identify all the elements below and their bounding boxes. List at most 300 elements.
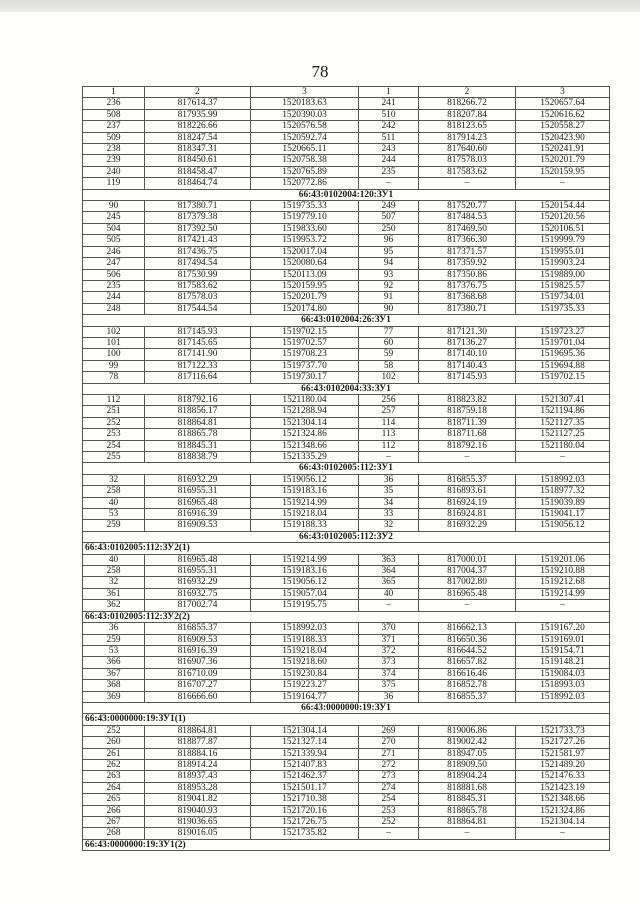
table-cell: 100 xyxy=(83,349,145,360)
table-cell: 818464.74 xyxy=(145,178,251,189)
table-cell: 1519702.57 xyxy=(251,337,359,348)
table-cell: 817145.93 xyxy=(145,326,251,337)
table-cell: 1521339.94 xyxy=(251,748,359,759)
table-cell: 817371.57 xyxy=(419,246,516,257)
table-cell: – xyxy=(419,452,516,463)
table-cell: 1521348.66 xyxy=(516,794,610,805)
table-cell: 818864.81 xyxy=(145,725,251,736)
table-cell: 510 xyxy=(359,109,419,120)
table-cell: 256 xyxy=(359,394,419,405)
table-cell: 239 xyxy=(83,155,145,166)
table-cell: 271 xyxy=(359,748,419,759)
table-cell: – xyxy=(359,452,419,463)
table-cell: 96 xyxy=(359,235,419,246)
header-cell: 1 xyxy=(83,87,145,98)
table-row xyxy=(83,497,610,508)
table-cell: 1521180.04 xyxy=(251,394,359,405)
table-cell: 1519218.04 xyxy=(251,509,359,520)
table-cell: 112 xyxy=(83,394,145,405)
table-cell: 1521307.41 xyxy=(516,394,610,405)
table-row xyxy=(83,737,610,748)
section-title: 66:43:0102005:112:ЗУ1 xyxy=(83,463,610,474)
table-cell: 1520765.89 xyxy=(251,166,359,177)
table-cell: 1520758.38 xyxy=(251,155,359,166)
table-cell: 817002.74 xyxy=(145,600,251,611)
table-cell: 817583.62 xyxy=(419,166,516,177)
table-cell: 816855.37 xyxy=(419,691,516,702)
table-row xyxy=(83,452,610,463)
table-cell: 817640.60 xyxy=(419,144,516,155)
table-cell: 365 xyxy=(359,577,419,588)
table-cell: 32 xyxy=(359,520,419,531)
table-cell: 817578.03 xyxy=(419,155,516,166)
table-cell: 261 xyxy=(83,748,145,759)
table-row xyxy=(83,212,610,223)
table-cell: 238 xyxy=(83,144,145,155)
table-cell: 255 xyxy=(83,452,145,463)
table-cell: 816932.75 xyxy=(145,588,251,599)
table-cell: 252 xyxy=(359,817,419,828)
table-cell: 817145.93 xyxy=(419,372,516,383)
table-cell: 252 xyxy=(83,725,145,736)
scan-edge xyxy=(0,0,640,12)
table-cell: 819002.42 xyxy=(419,737,516,748)
table-cell: 1519702.15 xyxy=(251,326,359,337)
table-cell: 267 xyxy=(83,817,145,828)
table-cell: 244 xyxy=(83,292,145,303)
table-row xyxy=(83,280,610,291)
table-cell: 1519730.17 xyxy=(251,372,359,383)
table-cell: 1519701.04 xyxy=(516,337,610,348)
table-cell: 816666.60 xyxy=(145,691,251,702)
table-cell: 1519212.68 xyxy=(516,577,610,588)
table-cell: 1521324.86 xyxy=(251,429,359,440)
table-cell: 817614.37 xyxy=(145,98,251,109)
table-cell: 113 xyxy=(359,429,419,440)
table-cell: 242 xyxy=(359,121,419,132)
table-cell: 36 xyxy=(83,623,145,634)
table-cell: 59 xyxy=(359,349,419,360)
table-row xyxy=(83,554,610,565)
table-cell: 1520390.03 xyxy=(251,109,359,120)
table-cell: 53 xyxy=(83,645,145,656)
table-cell: 90 xyxy=(83,201,145,212)
table-cell: 504 xyxy=(83,223,145,234)
table-cell: 1521288.94 xyxy=(251,406,359,417)
table-cell: 1521476.33 xyxy=(516,771,610,782)
table-row xyxy=(83,748,610,759)
table-cell: 1520241.91 xyxy=(516,144,610,155)
table-cell: 1519695.36 xyxy=(516,349,610,360)
table-cell: 60 xyxy=(359,337,419,348)
table-cell: 243 xyxy=(359,144,419,155)
table-cell: 817530.99 xyxy=(145,269,251,280)
table-cell: 1519188.33 xyxy=(251,634,359,645)
table-cell: 246 xyxy=(83,246,145,257)
table-row xyxy=(83,486,610,497)
table-cell: 816924.81 xyxy=(419,509,516,520)
table-cell: 816855.37 xyxy=(419,474,516,485)
section-title: 66:43:0102005:112:ЗУ2(1) xyxy=(83,543,610,554)
section-title: 66:43:0102004:26:ЗУ1 xyxy=(83,315,610,326)
coordinates-table-body xyxy=(83,87,610,851)
table-cell: 1520616.62 xyxy=(516,109,610,120)
section-title: 66:43:0102004:33:ЗУ1 xyxy=(83,383,610,394)
table-cell: 1521710.38 xyxy=(251,794,359,805)
table-row xyxy=(83,166,610,177)
table-row xyxy=(83,292,610,303)
table-row xyxy=(83,634,610,645)
table-row xyxy=(83,303,610,314)
table-cell: 119 xyxy=(83,178,145,189)
table-cell: 1519734.01 xyxy=(516,292,610,303)
table-cell: 1521407.83 xyxy=(251,759,359,770)
table-cell: 1521501.17 xyxy=(251,782,359,793)
table-cell: 1521304.14 xyxy=(516,817,610,828)
table-cell: 816965.48 xyxy=(419,588,516,599)
table-row xyxy=(83,98,610,109)
table-cell: 818865.78 xyxy=(145,429,251,440)
table-cell: 818347.31 xyxy=(145,144,251,155)
header-cell: 3 xyxy=(516,87,610,98)
table-cell: 818711.68 xyxy=(419,429,516,440)
table-cell: 272 xyxy=(359,759,419,770)
table-cell: 1521127.35 xyxy=(516,417,610,428)
table-cell: 819036.65 xyxy=(145,817,251,828)
table-cell: 817578.03 xyxy=(145,292,251,303)
table-cell: 818856.17 xyxy=(145,406,251,417)
table-cell: 819006.86 xyxy=(419,725,516,736)
table-row xyxy=(83,794,610,805)
table-cell: 1521327.14 xyxy=(251,737,359,748)
table-cell: 1521304.14 xyxy=(251,417,359,428)
table-row xyxy=(83,360,610,371)
table-row xyxy=(83,417,610,428)
header-cell: 2 xyxy=(145,87,251,98)
table-cell: 1520592.74 xyxy=(251,132,359,143)
table-cell: 1519183.16 xyxy=(251,566,359,577)
table-cell: 1521727.26 xyxy=(516,737,610,748)
table-cell: 1521462.37 xyxy=(251,771,359,782)
table-row xyxy=(83,155,610,166)
table-cell: 1519953.72 xyxy=(251,235,359,246)
table-cell: 817436.75 xyxy=(145,246,251,257)
table-cell: 32 xyxy=(83,474,145,485)
table-cell: 1521735.82 xyxy=(251,828,359,839)
table-cell: 1519218.60 xyxy=(251,657,359,668)
table-cell: 816852.78 xyxy=(419,680,516,691)
table-row xyxy=(83,657,610,668)
table-cell: 816955.31 xyxy=(145,486,251,497)
table-cell: 1520657.64 xyxy=(516,98,610,109)
section-title: 66:43:0000000:19:ЗУ1(1) xyxy=(83,714,610,725)
table-row xyxy=(83,258,610,269)
table-cell: 818838.79 xyxy=(145,452,251,463)
table-cell: 245 xyxy=(83,212,145,223)
table-cell: 1520120.56 xyxy=(516,212,610,223)
table-cell: 817136.27 xyxy=(419,337,516,348)
table-cell: 1519903.24 xyxy=(516,258,610,269)
table-cell: – xyxy=(516,178,610,189)
table-cell: 102 xyxy=(83,326,145,337)
table-cell: 93 xyxy=(359,269,419,280)
table-cell: 817469.50 xyxy=(419,223,516,234)
table-cell: 818792.16 xyxy=(145,394,251,405)
table-cell: 269 xyxy=(359,725,419,736)
table-cell: 372 xyxy=(359,645,419,656)
table-cell: 1519825.57 xyxy=(516,280,610,291)
table-cell: 1518993.03 xyxy=(516,680,610,691)
table-cell: 1520017.04 xyxy=(251,246,359,257)
table-cell: 364 xyxy=(359,566,419,577)
table-cell: 1520183.63 xyxy=(251,98,359,109)
table-cell: 1520174.80 xyxy=(251,303,359,314)
table-cell: 817002.80 xyxy=(419,577,516,588)
table-cell: 818953.28 xyxy=(145,782,251,793)
table-cell: 1520106.51 xyxy=(516,223,610,234)
table-cell: 112 xyxy=(359,440,419,451)
table-cell: 817380.71 xyxy=(419,303,516,314)
table-cell: 817122.33 xyxy=(145,360,251,371)
table-cell: 1519833.60 xyxy=(251,223,359,234)
table-row xyxy=(83,828,610,839)
table-header-row xyxy=(83,87,610,98)
table-cell: 817583.62 xyxy=(145,280,251,291)
table-cell: 1520201.79 xyxy=(516,155,610,166)
table-cell: 235 xyxy=(359,166,419,177)
table-cell: 816932.29 xyxy=(419,520,516,531)
table-cell: 817380.71 xyxy=(145,201,251,212)
table-row xyxy=(83,805,610,816)
table-cell: 366 xyxy=(83,657,145,668)
table-row xyxy=(83,223,610,234)
table-row xyxy=(83,394,610,405)
table-cell: 509 xyxy=(83,132,145,143)
table-cell: 816909.53 xyxy=(145,634,251,645)
table-cell: 1519230.84 xyxy=(251,668,359,679)
table-cell: 817544.54 xyxy=(145,303,251,314)
table-cell: 1518977.32 xyxy=(516,486,610,497)
table-cell: 1521335.29 xyxy=(251,452,359,463)
table-cell: 361 xyxy=(83,588,145,599)
table-cell: 817140.10 xyxy=(419,349,516,360)
table-cell: 1521423.19 xyxy=(516,782,610,793)
table-cell: 40 xyxy=(83,497,145,508)
table-cell: 817350.86 xyxy=(419,269,516,280)
document-page xyxy=(0,12,640,905)
table-cell: 817494.54 xyxy=(145,258,251,269)
table-row xyxy=(83,577,610,588)
table-cell: 817000.01 xyxy=(419,554,516,565)
page-number: 78 xyxy=(311,62,329,81)
table-cell: 816965.48 xyxy=(145,497,251,508)
table-cell: 1520159.95 xyxy=(516,166,610,177)
table-cell: 258 xyxy=(83,486,145,497)
section-title-row xyxy=(83,611,610,622)
table-cell: 1519723.27 xyxy=(516,326,610,337)
table-cell: 270 xyxy=(359,737,419,748)
table-cell: 1520159.95 xyxy=(251,280,359,291)
table-cell: 262 xyxy=(83,759,145,770)
table-cell: 77 xyxy=(359,326,419,337)
table-cell: 1521733.73 xyxy=(516,725,610,736)
table-cell: 816909.53 xyxy=(145,520,251,531)
table-cell: 816644.52 xyxy=(419,645,516,656)
table-cell: 375 xyxy=(359,680,419,691)
table-cell: 1519183.16 xyxy=(251,486,359,497)
table-cell: 511 xyxy=(359,132,419,143)
table-cell: 818881.68 xyxy=(419,782,516,793)
table-cell: 34 xyxy=(359,497,419,508)
table-row xyxy=(83,269,610,280)
table-cell: 817914.23 xyxy=(419,132,516,143)
coordinates-table xyxy=(82,86,610,851)
table-cell: 1520576.58 xyxy=(251,121,359,132)
table-cell: 1521304.14 xyxy=(251,725,359,736)
table-cell: 818864.81 xyxy=(419,817,516,828)
table-cell: 254 xyxy=(359,794,419,805)
table-cell: 371 xyxy=(359,634,419,645)
table-cell: – xyxy=(359,178,419,189)
table-cell: 363 xyxy=(359,554,419,565)
table-cell: 1519167.20 xyxy=(516,623,610,634)
table-cell: 241 xyxy=(359,98,419,109)
table-cell: 1521324.86 xyxy=(516,805,610,816)
table-cell: 367 xyxy=(83,668,145,679)
table-cell: – xyxy=(419,178,516,189)
table-cell: – xyxy=(359,828,419,839)
table-row xyxy=(83,326,610,337)
table-cell: 1519084.03 xyxy=(516,668,610,679)
table-cell: 374 xyxy=(359,668,419,679)
table-cell: 92 xyxy=(359,280,419,291)
table-cell: 817368.68 xyxy=(419,292,516,303)
table-cell: 1519955.01 xyxy=(516,246,610,257)
table-cell: 1518992.03 xyxy=(516,691,610,702)
table-cell: 818947.05 xyxy=(419,748,516,759)
table-cell: 1520665.11 xyxy=(251,144,359,155)
table-cell: 1521180.04 xyxy=(516,440,610,451)
table-cell: 235 xyxy=(83,280,145,291)
table-row xyxy=(83,349,610,360)
table-cell: 36 xyxy=(359,691,419,702)
table-cell: 1521726.75 xyxy=(251,817,359,828)
table-cell: 818792.16 xyxy=(419,440,516,451)
table-cell: 816616.46 xyxy=(419,668,516,679)
table-cell: 1519214.99 xyxy=(251,497,359,508)
table-cell: 264 xyxy=(83,782,145,793)
table-cell: 244 xyxy=(359,155,419,166)
table-cell: 251 xyxy=(83,406,145,417)
table-cell: 816657.82 xyxy=(419,657,516,668)
table-cell: 1519702.15 xyxy=(516,372,610,383)
table-row xyxy=(83,566,610,577)
table-cell: 817359.92 xyxy=(419,258,516,269)
table-cell: 1519218.04 xyxy=(251,645,359,656)
table-cell: 818123.65 xyxy=(419,121,516,132)
table-row xyxy=(83,782,610,793)
table-cell: 254 xyxy=(83,440,145,451)
table-cell: 506 xyxy=(83,269,145,280)
table-cell: 237 xyxy=(83,121,145,132)
table-cell: 35 xyxy=(359,486,419,497)
table-cell: 33 xyxy=(359,509,419,520)
table-cell: 817935.99 xyxy=(145,109,251,120)
table-cell: 258 xyxy=(83,566,145,577)
table-cell: 816855.37 xyxy=(145,623,251,634)
table-cell: 40 xyxy=(359,588,419,599)
table-cell: 78 xyxy=(83,372,145,383)
table-cell: 240 xyxy=(83,166,145,177)
table-cell: 249 xyxy=(359,201,419,212)
table-cell: 817141.90 xyxy=(145,349,251,360)
table-cell: 1520201.79 xyxy=(251,292,359,303)
table-cell: 819040.93 xyxy=(145,805,251,816)
table-cell: 817392.50 xyxy=(145,223,251,234)
table-cell: 274 xyxy=(359,782,419,793)
table-cell: – xyxy=(419,600,516,611)
table-cell: 1519735.33 xyxy=(251,201,359,212)
header-cell: 3 xyxy=(251,87,359,98)
table-cell: 1521720.16 xyxy=(251,805,359,816)
table-cell: – xyxy=(359,600,419,611)
table-cell: 1519779.10 xyxy=(251,212,359,223)
table-row xyxy=(83,759,610,770)
table-cell: 816932.29 xyxy=(145,474,251,485)
table-cell: 253 xyxy=(83,429,145,440)
table-row xyxy=(83,600,610,611)
table-cell: 1519056.12 xyxy=(516,520,610,531)
section-title: 66:43:0102004:120:ЗУ1 xyxy=(83,189,610,200)
table-cell: 817376.75 xyxy=(419,280,516,291)
header-cell: 2 xyxy=(419,87,516,98)
table-cell: 818877.87 xyxy=(145,737,251,748)
table-cell: 265 xyxy=(83,794,145,805)
section-title-row xyxy=(83,189,610,200)
table-cell: 250 xyxy=(359,223,419,234)
table-cell: 252 xyxy=(83,417,145,428)
table-cell: 818914.24 xyxy=(145,759,251,770)
table-cell: 1520113.09 xyxy=(251,269,359,280)
table-cell: 259 xyxy=(83,634,145,645)
table-cell: 257 xyxy=(359,406,419,417)
table-cell: 114 xyxy=(359,417,419,428)
table-row xyxy=(83,246,610,257)
table-cell: 816710.09 xyxy=(145,668,251,679)
table-cell: 816662.13 xyxy=(419,623,516,634)
table-row xyxy=(83,132,610,143)
table-cell: 818937.43 xyxy=(145,771,251,782)
table-cell: 1519195.75 xyxy=(251,600,359,611)
table-cell: 1519214.99 xyxy=(251,554,359,565)
table-cell: 1519148.21 xyxy=(516,657,610,668)
section-title: 66:43:0102005:112:ЗУ2 xyxy=(83,531,610,542)
table-cell: 817421.43 xyxy=(145,235,251,246)
table-cell: 259 xyxy=(83,520,145,531)
table-row xyxy=(83,121,610,132)
table-cell: 819016.05 xyxy=(145,828,251,839)
table-cell: 818266.72 xyxy=(419,98,516,109)
table-row xyxy=(83,623,610,634)
table-cell: 1521348.66 xyxy=(251,440,359,451)
table-cell: 1519889.00 xyxy=(516,269,610,280)
table-cell: 819041.82 xyxy=(145,794,251,805)
table-cell: 1519999.79 xyxy=(516,235,610,246)
section-title: 66:43:0102005:112:ЗУ2(2) xyxy=(83,611,610,622)
table-cell: 1521581.97 xyxy=(516,748,610,759)
table-cell: 90 xyxy=(359,303,419,314)
table-cell: 816916.39 xyxy=(145,509,251,520)
